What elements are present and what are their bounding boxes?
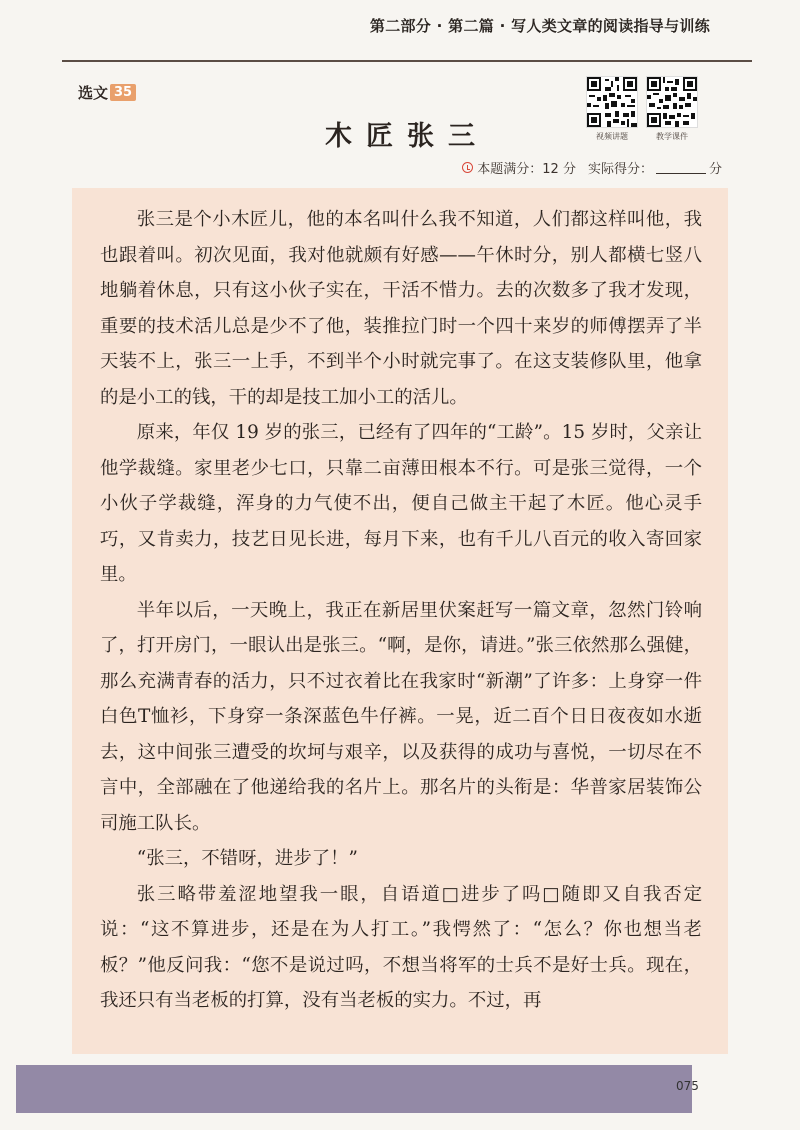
- page-title: 木匠张三: [325, 121, 489, 152]
- running-header: 第二部分 · 第二篇 · 写人类文章的阅读指导与训练: [369, 17, 710, 35]
- passage-paragraph: “张三，不错呀，进步了！”: [136, 848, 358, 869]
- score-line: [462, 158, 722, 177]
- page-number: 075: [676, 1079, 699, 1093]
- qr-caption: 教学课件: [656, 132, 688, 141]
- score-unit: 分: [708, 162, 722, 177]
- reading-passage: [72, 188, 728, 1054]
- passage-paragraph: 张三略带羞涩地望我一眼，自语道□进步了吗□随即又自我否定说：“这不算进步，还是在为人打工。”我愕然了：“怎么？你也想当老板？”他反问我：“您不是说过吗，不想当将军的士兵不是好士兵。现在，我还只有当老板的打算，没有当老板的实力。不过，再: [100, 883, 702, 1011]
- full-score-text: 本题满分：12 分: [477, 162, 576, 177]
- selection-label-text: 选文: [78, 84, 109, 102]
- selection-label: [78, 82, 136, 103]
- actual-score-label: 实际得分：: [587, 162, 653, 177]
- passage-paragraph: 半年以后，一天晚上，我正在新居里伏案赶写一篇文章，忽然门铃响了，打开房门，一眼认出是张三。“啊，是你，请进。”张三依然那么强健，那么充满青春的活力，只不过衣着比在我家时“新潮”了许多：上身穿一件白色T恤衫，下身穿一条深蓝色牛仔裤。一晃，近二百个日日夜夜如水逝去，这中间张三遭受的坎坷与艰辛，以及获得的成功与喜悦，一切尽在不言中，全部融在了他递给我的名片上。那名片的头衔是：华普家居装饰公司施工队长。: [100, 599, 702, 834]
- actual-score-input[interactable]: [656, 161, 706, 174]
- qr-courseware[interactable]: [646, 76, 698, 142]
- passage-paragraph: 原来，年仅 19 岁的张三，已经有了四年的“工龄”。15 岁时，父亲让他学裁缝。家里老少七口，只靠二亩薄田根本不行。可是张三觉得，一个小伙子学裁缝，浑身的力气使不出，便自己做主干起了木匠。他心灵手巧，又肯卖力，技艺日见长进，每月下来，也有千儿八百元的收入寄回家里。: [100, 422, 702, 585]
- selection-number-badge: 35: [110, 84, 136, 101]
- qr-code-icon[interactable]: [586, 76, 638, 128]
- footer-bar: [16, 1065, 692, 1113]
- clock-icon: [462, 162, 473, 173]
- qr-caption: 视频讲题: [596, 132, 628, 141]
- qr-video[interactable]: [586, 76, 638, 142]
- qr-code-icon[interactable]: [646, 76, 698, 128]
- passage-paragraph: 张三是个小木匠儿，他的本名叫什么我不知道，人们都这样叫他，我也跟着叫。初次见面，我对他就颇有好感——午休时分，别人都横七竖八地躺着休息，只有这小伙子实在，干活不惜力。去的次数多了我才发现，重要的技术活儿总是少不了他，装推拉门时一个四十来岁的师傅摆弄了半天装不上，张三一上手，不到半个小时就完事了。在这支装修队里，他拿的是小工的钱，干的却是技工加小工的活儿。: [100, 209, 702, 408]
